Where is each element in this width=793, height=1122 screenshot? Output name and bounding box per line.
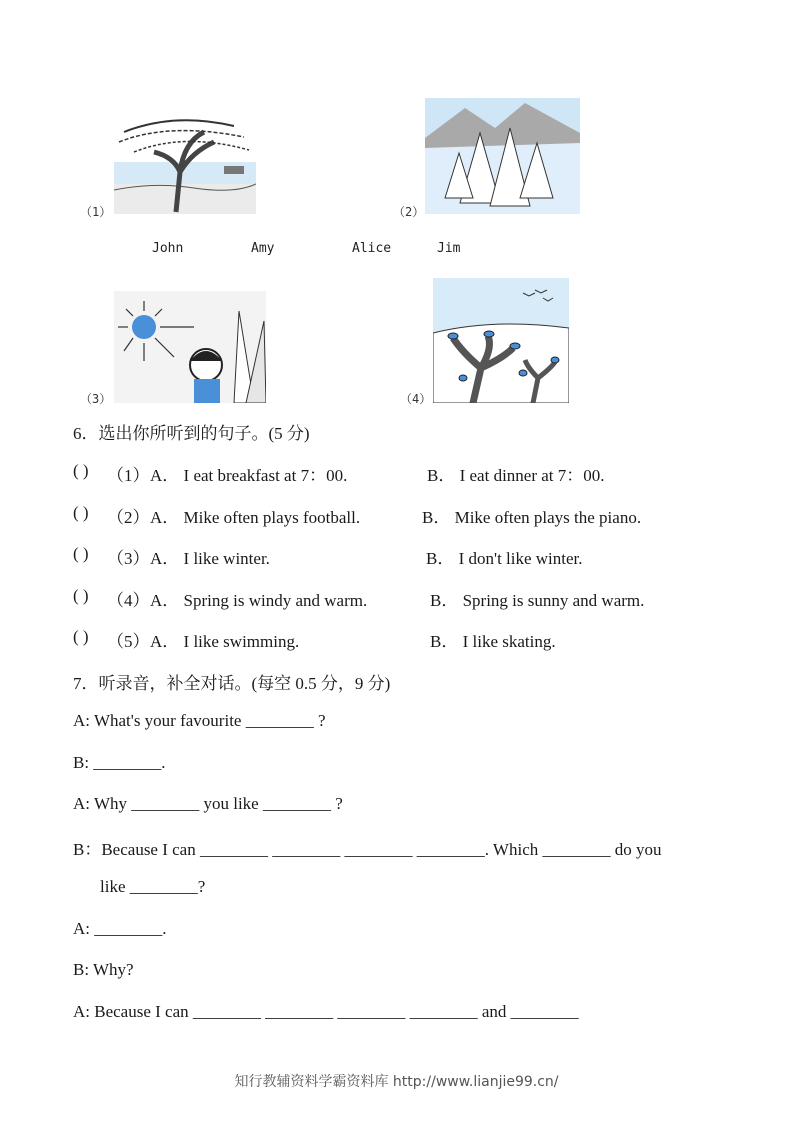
picture-2-label: （2） — [393, 205, 425, 219]
option-a: A． Mike often plays football. — [150, 508, 361, 527]
question-number: （2） — [107, 508, 150, 527]
autumn-tree-icon — [433, 278, 569, 403]
picture-4-label: （4） — [400, 392, 432, 406]
dialogue-line-5: A: ________. — [73, 919, 167, 938]
picture-1-label: （1） — [80, 205, 112, 219]
question-number: （3） — [107, 549, 150, 568]
hot-sun-icon — [114, 291, 266, 403]
section-7-title: 7．听录音，补全对话。(每空 0.5 分，9 分) — [73, 674, 391, 693]
option-a: A． I eat breakfast at 7：00. — [150, 466, 348, 485]
section-6-title: 6．选出你所听到的句子。(5 分) — [73, 424, 310, 443]
dialogue-line-1: A: What's your favourite ________ ? — [73, 711, 326, 730]
answer-bracket[interactable]: ( ) — [73, 586, 89, 605]
option-a: A． I like swimming. — [150, 632, 300, 651]
question-number: （1） — [107, 466, 150, 485]
picture-3-label: （3） — [80, 392, 112, 406]
dialogue-line-4-continued: like ________? — [100, 877, 206, 896]
dialogue-line-6: B: Why? — [73, 960, 134, 979]
option-b: B． I don't like winter. — [426, 549, 583, 568]
windy-tree-picture — [114, 112, 256, 214]
answer-bracket[interactable]: ( ) — [73, 461, 89, 480]
snowy-mountain-picture — [425, 98, 580, 214]
name-alice: Alice — [352, 241, 392, 256]
name-jim: Jim — [437, 241, 461, 256]
question-number: （5） — [107, 632, 150, 651]
dialogue-line-7: A: Because I can ________ ________ ________ ________ and ________ — [73, 1002, 579, 1021]
snowy-mountain-icon — [425, 98, 580, 214]
answer-bracket[interactable]: ( ) — [73, 544, 89, 563]
autumn-tree-picture — [433, 278, 569, 403]
option-b: B． Mike often plays the piano. — [422, 508, 642, 527]
footer-watermark: 知行教辅资料学霸资料库 http://www.lianjie99.cn/ — [234, 1074, 559, 1090]
name-john: John — [152, 241, 184, 256]
name-amy: Amy — [251, 241, 275, 256]
option-a: A． I like winter. — [150, 549, 270, 568]
option-b: B． I like skating. — [430, 632, 556, 651]
option-b: B． Spring is sunny and warm. — [430, 591, 645, 610]
dialogue-line-2: B: ________. — [73, 753, 166, 772]
answer-bracket[interactable]: ( ) — [73, 627, 89, 646]
dialogue-line-3: A: Why ________ you like ________ ? — [73, 794, 343, 813]
dialogue-line-4: B：Because I can ________ ________ ________ ________. Which ________ do you — [73, 840, 662, 859]
answer-bracket[interactable]: ( ) — [73, 503, 89, 522]
question-number: （4） — [107, 591, 150, 610]
option-b: B． I eat dinner at 7：00. — [427, 466, 605, 485]
windy-tree-icon — [114, 112, 256, 214]
option-a: A． Spring is windy and warm. — [150, 591, 368, 610]
hot-sun-picture — [114, 291, 266, 403]
